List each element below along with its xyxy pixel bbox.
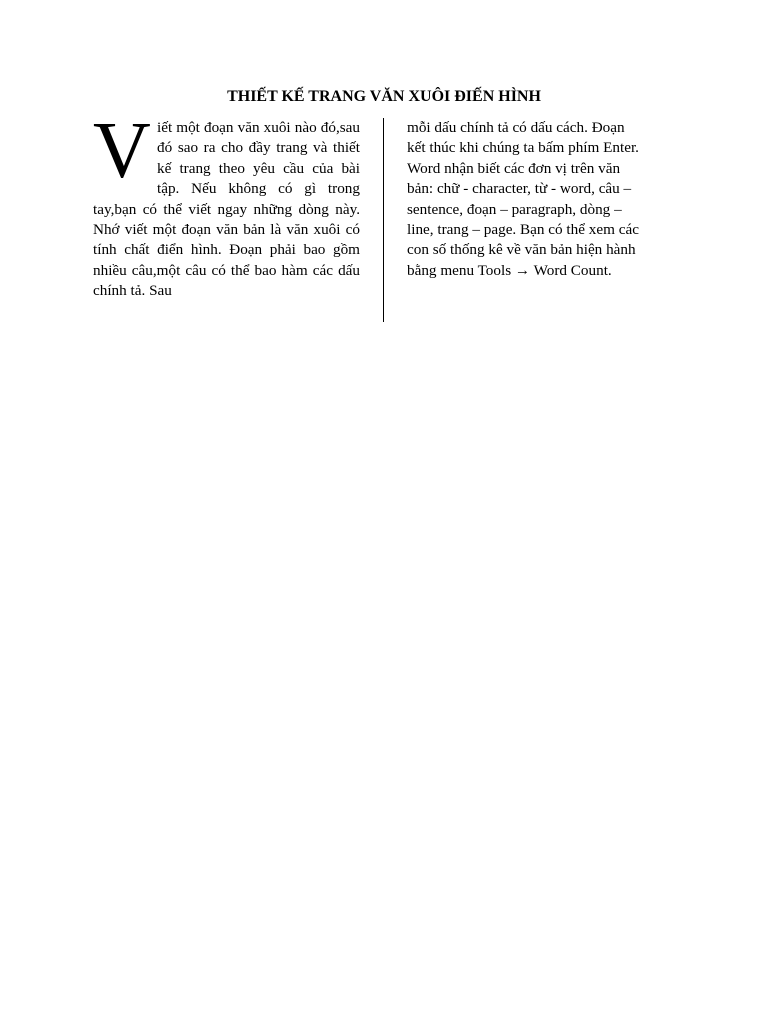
right-column-line: bằng menu Tools → Word Count. [407,261,612,279]
right-column-line: sentence, đoạn – paragraph, dòng – [407,200,622,218]
document-title: THIẾT KẾ TRANG VĂN XUÔI ĐIẾN HÌNH [227,88,541,105]
right-column-line: bản: chữ - character, từ - word, câu – [407,180,632,198]
left-column-text: iết một đoạn văn xuôi nào đó,sau đó sao ra cho đầy trang và thiết kế trang theo yêu cầu của bài tập. Nếu không có gì trong tay,bạn có thể viết ngay những dòng này. Nhớ viết một đoạn văn bản là văn xuôi có tính chất điển hình. Đoạn phải bao gồm nhiều câu,một câu có thể bao hàm các dấu chính tả. Sau [93,119,360,300]
right-column-line: kết thúc khi chúng ta bấm phím Enter. [407,139,639,157]
column-divider [383,118,384,322]
right-column-line: mỗi dấu chính tả có dấu cách. Đoạn [407,119,625,136]
drop-cap: V [93,107,151,195]
two-column-body [93,107,675,322]
right-column-line: con số thống kê về văn bản hiện hành [407,241,636,259]
right-column [407,118,675,281]
right-column-line: Word nhận biết các đơn vị trên văn [407,159,621,177]
left-column [93,107,360,302]
right-column-line: line, trang – page. Bạn có thể xem các [407,221,639,239]
